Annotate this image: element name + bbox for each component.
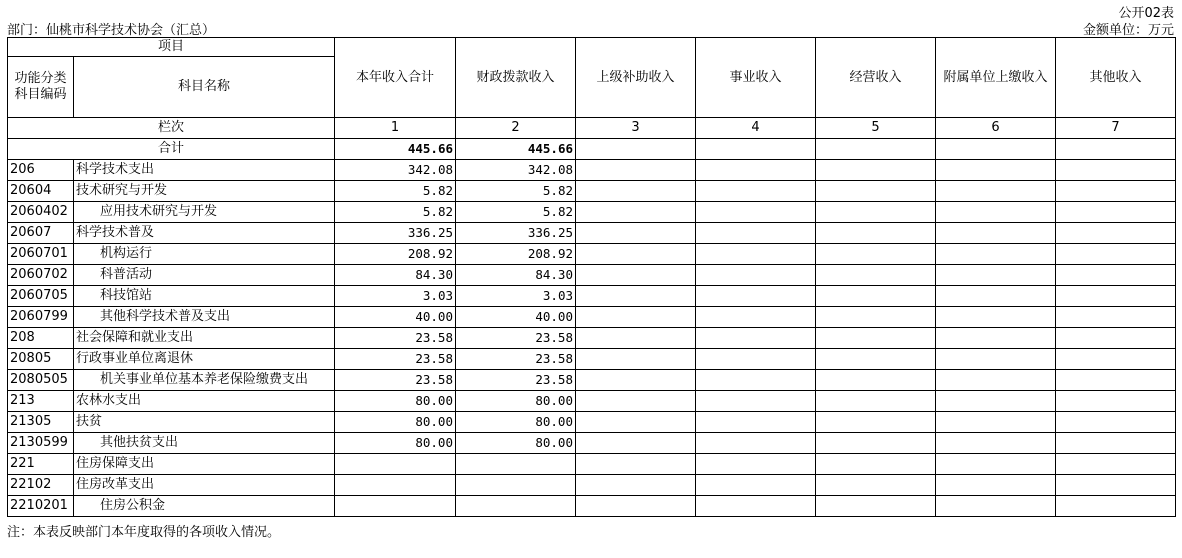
subject-code: 20805 [8, 349, 74, 370]
subject-code: 206 [8, 160, 74, 181]
header-col-1: 本年收入合计 [335, 38, 456, 118]
amount-cell [816, 160, 936, 181]
amount-cell [1056, 160, 1176, 181]
amount-cell [576, 412, 696, 433]
subject-name: 农林水支出 [74, 391, 335, 412]
amount-cell [816, 454, 936, 475]
column-number-row [8, 118, 1176, 139]
subject-name: 扶贫 [74, 412, 335, 433]
amount-cell [816, 265, 936, 286]
header-code: 功能分类科目编码 [8, 57, 74, 118]
amount-cell [936, 433, 1056, 454]
amount-cell [936, 223, 1056, 244]
amount-cell: 5.82 [456, 181, 576, 202]
amount-cell [936, 328, 1056, 349]
amount-cell: 3.03 [456, 286, 576, 307]
footnote: 注：本表反映部门本年度取得的各项收入情况。 [7, 525, 281, 540]
amount-cell: 80.00 [456, 433, 576, 454]
column-number: 4 [696, 118, 816, 139]
header-row [8, 38, 1176, 57]
amount-cell [576, 475, 696, 496]
subject-name: 科技馆站 [74, 286, 335, 307]
amount-cell [696, 286, 816, 307]
amount-cell [816, 475, 936, 496]
subject-code: 2210201 [8, 496, 74, 517]
subject-name: 其他扶贫支出 [74, 433, 335, 454]
amount-cell: 23.58 [335, 328, 456, 349]
subject-code: 221 [8, 454, 74, 475]
amount-cell [816, 307, 936, 328]
table-row [8, 433, 1176, 454]
amount-cell [335, 454, 456, 475]
subject-name: 技术研究与开发 [74, 181, 335, 202]
amount-cell [576, 328, 696, 349]
amount-cell [816, 328, 936, 349]
header-col-7: 其他收入 [1056, 38, 1176, 118]
table-row [8, 181, 1176, 202]
subject-name: 科学技术支出 [74, 160, 335, 181]
amount-cell: 84.30 [335, 265, 456, 286]
header-col-3: 上级补助收入 [576, 38, 696, 118]
amount-cell: 336.25 [456, 223, 576, 244]
total-value [1056, 139, 1176, 160]
subject-name: 机构运行 [74, 244, 335, 265]
amount-cell [936, 349, 1056, 370]
amount-cell [816, 223, 936, 244]
amount-cell [1056, 391, 1176, 412]
amount-cell [576, 307, 696, 328]
amount-cell [936, 160, 1056, 181]
amount-cell [816, 391, 936, 412]
amount-cell [936, 475, 1056, 496]
amount-cell [936, 454, 1056, 475]
amount-cell [696, 496, 816, 517]
amount-cell: 80.00 [335, 391, 456, 412]
header-project: 项目 [8, 38, 335, 57]
total-value: 445.66 [335, 139, 456, 160]
column-number: 6 [936, 118, 1056, 139]
header-col-2: 财政拨款收入 [456, 38, 576, 118]
amount-cell [696, 202, 816, 223]
amount-cell [936, 286, 1056, 307]
subject-code: 20607 [8, 223, 74, 244]
amount-cell [936, 370, 1056, 391]
amount-cell [576, 265, 696, 286]
table-row [8, 328, 1176, 349]
subject-name: 其他科学技术普及支出 [74, 307, 335, 328]
header-col-5: 经营收入 [816, 38, 936, 118]
column-number: 1 [335, 118, 456, 139]
table-row [8, 475, 1176, 496]
table-body [8, 38, 1176, 517]
amount-cell [1056, 370, 1176, 391]
amount-cell [696, 349, 816, 370]
amount-cell [456, 454, 576, 475]
amount-cell [936, 265, 1056, 286]
amount-cell [816, 244, 936, 265]
subject-code: 2060702 [8, 265, 74, 286]
subject-code: 2060705 [8, 286, 74, 307]
income-table [7, 37, 1176, 517]
amount-cell [576, 160, 696, 181]
amount-cell [696, 223, 816, 244]
table-row [8, 265, 1176, 286]
amount-cell [936, 496, 1056, 517]
amount-cell: 5.82 [456, 202, 576, 223]
amount-cell [816, 181, 936, 202]
table-row [8, 286, 1176, 307]
amount-cell [576, 181, 696, 202]
amount-cell [576, 202, 696, 223]
amount-cell [816, 412, 936, 433]
subject-code: 21305 [8, 412, 74, 433]
subject-name: 科普活动 [74, 265, 335, 286]
amount-cell: 5.82 [335, 202, 456, 223]
amount-cell [1056, 328, 1176, 349]
total-value [816, 139, 936, 160]
amount-cell [696, 307, 816, 328]
total-value [936, 139, 1056, 160]
amount-cell [1056, 475, 1176, 496]
subject-name: 社会保障和就业支出 [74, 328, 335, 349]
subject-name: 应用技术研究与开发 [74, 202, 335, 223]
header-col-6: 附属单位上缴收入 [936, 38, 1056, 118]
column-number: 3 [576, 118, 696, 139]
amount-cell [696, 433, 816, 454]
subject-code: 208 [8, 328, 74, 349]
subject-code: 2080505 [8, 370, 74, 391]
amount-cell: 5.82 [335, 181, 456, 202]
amount-cell: 84.30 [456, 265, 576, 286]
total-value [576, 139, 696, 160]
amount-cell [1056, 265, 1176, 286]
column-number: 7 [1056, 118, 1176, 139]
amount-cell [936, 412, 1056, 433]
amount-cell [696, 181, 816, 202]
subject-name: 科学技术普及 [74, 223, 335, 244]
amount-cell [576, 454, 696, 475]
amount-cell: 23.58 [335, 349, 456, 370]
amount-cell [936, 307, 1056, 328]
subject-code: 2060701 [8, 244, 74, 265]
amount-unit-label: 金额单位：万元 [1082, 23, 1174, 38]
total-value: 445.66 [456, 139, 576, 160]
amount-cell [696, 412, 816, 433]
amount-cell [696, 475, 816, 496]
subject-code: 2060402 [8, 202, 74, 223]
amount-cell: 80.00 [335, 433, 456, 454]
table-row [8, 202, 1176, 223]
total-label: 合计 [8, 139, 335, 160]
subject-name: 机关事业单位基本养老保险缴费支出 [74, 370, 335, 391]
table-row [8, 307, 1176, 328]
amount-cell: 342.08 [456, 160, 576, 181]
amount-cell [576, 496, 696, 517]
amount-cell [1056, 412, 1176, 433]
amount-cell: 23.58 [335, 370, 456, 391]
amount-cell [936, 391, 1056, 412]
amount-cell: 40.00 [335, 307, 456, 328]
amount-cell [696, 265, 816, 286]
amount-cell: 208.92 [456, 244, 576, 265]
amount-cell: 23.58 [456, 328, 576, 349]
amount-cell: 3.03 [335, 286, 456, 307]
amount-cell: 23.58 [456, 349, 576, 370]
amount-cell [696, 454, 816, 475]
subject-name: 行政事业单位离退休 [74, 349, 335, 370]
table-row [8, 496, 1176, 517]
amount-cell [456, 496, 576, 517]
department-label: 部门：仙桃市科学技术协会（汇总） [7, 23, 216, 38]
subject-code: 2130599 [8, 433, 74, 454]
amount-cell [1056, 223, 1176, 244]
amount-cell [936, 202, 1056, 223]
amount-cell [576, 349, 696, 370]
amount-cell [816, 349, 936, 370]
amount-cell [816, 370, 936, 391]
table-row [8, 370, 1176, 391]
amount-cell [576, 391, 696, 412]
amount-cell [1056, 349, 1176, 370]
subject-code: 2060799 [8, 307, 74, 328]
form-code: 公开02表 [1118, 6, 1174, 21]
column-number: 5 [816, 118, 936, 139]
subject-code: 213 [8, 391, 74, 412]
amount-cell [816, 433, 936, 454]
total-row [8, 139, 1176, 160]
amount-cell: 23.58 [456, 370, 576, 391]
header-col-4: 事业收入 [696, 38, 816, 118]
amount-cell [816, 286, 936, 307]
amount-cell [576, 433, 696, 454]
column-number: 2 [456, 118, 576, 139]
amount-cell [1056, 307, 1176, 328]
amount-cell [1056, 202, 1176, 223]
amount-cell [576, 286, 696, 307]
column-number-label: 栏次 [8, 118, 335, 139]
amount-cell: 342.08 [335, 160, 456, 181]
table-row [8, 349, 1176, 370]
amount-cell [1056, 244, 1176, 265]
amount-cell [335, 496, 456, 517]
amount-cell [1056, 181, 1176, 202]
subject-name: 住房保障支出 [74, 454, 335, 475]
amount-cell [696, 328, 816, 349]
total-value [696, 139, 816, 160]
amount-cell: 336.25 [335, 223, 456, 244]
amount-cell [456, 475, 576, 496]
subject-name: 住房改革支出 [74, 475, 335, 496]
subject-name: 住房公积金 [74, 496, 335, 517]
amount-cell [1056, 454, 1176, 475]
subject-code: 22102 [8, 475, 74, 496]
amount-cell: 40.00 [456, 307, 576, 328]
amount-cell [335, 475, 456, 496]
header-name: 科目名称 [74, 57, 335, 118]
amount-cell [1056, 433, 1176, 454]
amount-cell [576, 223, 696, 244]
amount-cell: 80.00 [335, 412, 456, 433]
amount-cell [936, 181, 1056, 202]
amount-cell: 80.00 [456, 391, 576, 412]
amount-cell [816, 202, 936, 223]
amount-cell [1056, 496, 1176, 517]
table-row [8, 160, 1176, 181]
table-row [8, 454, 1176, 475]
table-row [8, 391, 1176, 412]
amount-cell: 80.00 [456, 412, 576, 433]
amount-cell [696, 391, 816, 412]
amount-cell [1056, 286, 1176, 307]
table-row [8, 244, 1176, 265]
subject-code: 20604 [8, 181, 74, 202]
amount-cell [696, 160, 816, 181]
amount-cell [696, 244, 816, 265]
amount-cell [816, 496, 936, 517]
table-row [8, 223, 1176, 244]
amount-cell: 208.92 [335, 244, 456, 265]
amount-cell [576, 244, 696, 265]
amount-cell [936, 244, 1056, 265]
amount-cell [576, 370, 696, 391]
table-row [8, 412, 1176, 433]
amount-cell [696, 370, 816, 391]
